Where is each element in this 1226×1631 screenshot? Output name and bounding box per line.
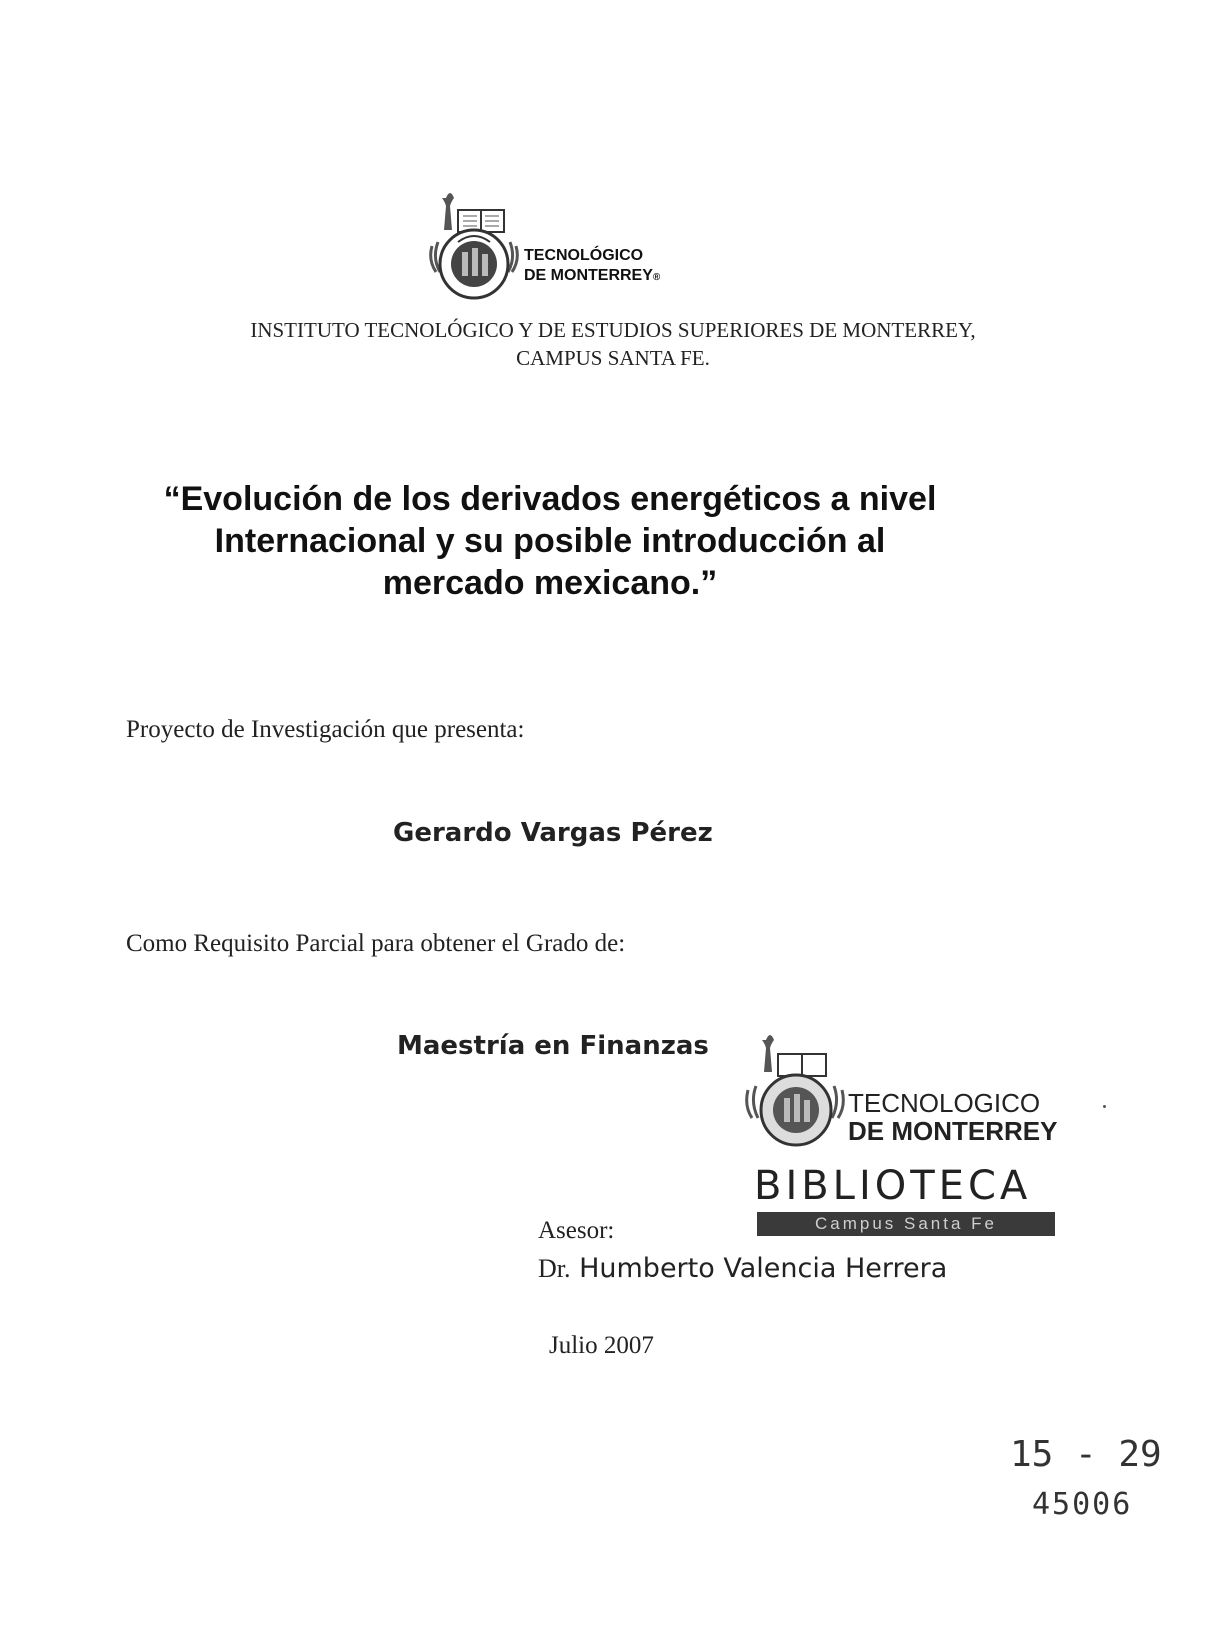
- degree-label: Como Requisito Parcial para obtener el Grado de:: [126, 930, 626, 957]
- advisor-name: [538, 1253, 947, 1284]
- library-stamp-line2: DE MONTERREY: [848, 1116, 1058, 1146]
- author-name: Gerardo Vargas Pérez: [393, 818, 713, 848]
- advisor-prefix: Dr.: [538, 1254, 571, 1283]
- logo-text-line2: DE MONTERREY: [524, 267, 653, 284]
- library-label: BIBLIOTECA: [754, 1163, 1032, 1209]
- registered-mark: ®: [652, 272, 661, 283]
- institute-name: [0, 316, 1226, 372]
- library-seal-icon: [744, 1028, 848, 1150]
- speck: [1103, 1105, 1106, 1108]
- library-stamp-text: [848, 1089, 1057, 1145]
- library-stamp-line1: TECNOLOGICO: [848, 1088, 1041, 1118]
- title-line3: mercado mexicano.”: [382, 564, 718, 602]
- university-seal-icon: [428, 186, 524, 304]
- campus-bar: Campus Santa Fe: [757, 1212, 1055, 1236]
- institute-line1: INSTITUTO TECNOLÓGICO Y DE ESTUDIOS SUPERIORES DE MONTERREY,: [250, 318, 976, 342]
- thesis-title: [100, 478, 1000, 604]
- handwritten-code-1: 15 - 29: [1010, 1434, 1162, 1475]
- institute-line2: CAMPUS SANTA FE.: [516, 346, 710, 370]
- title-line2: Internacional y su posible introducción al: [214, 522, 886, 560]
- advisor-label: Asesor:: [538, 1217, 615, 1244]
- advisor-full-name: Humberto Valencia Herrera: [579, 1253, 948, 1284]
- logo-text-line1: TECNOLÓGICO: [524, 247, 644, 264]
- title-line1: “Evolución de los derivados energéticos a nivel: [163, 480, 937, 518]
- handwritten-code-2: 45006: [1032, 1487, 1133, 1522]
- presented-by-label: Proyecto de Investigación que presenta:: [126, 716, 525, 743]
- degree-name: Maestría en Finanzas: [397, 1031, 709, 1061]
- date: Julio 2007: [549, 1332, 654, 1359]
